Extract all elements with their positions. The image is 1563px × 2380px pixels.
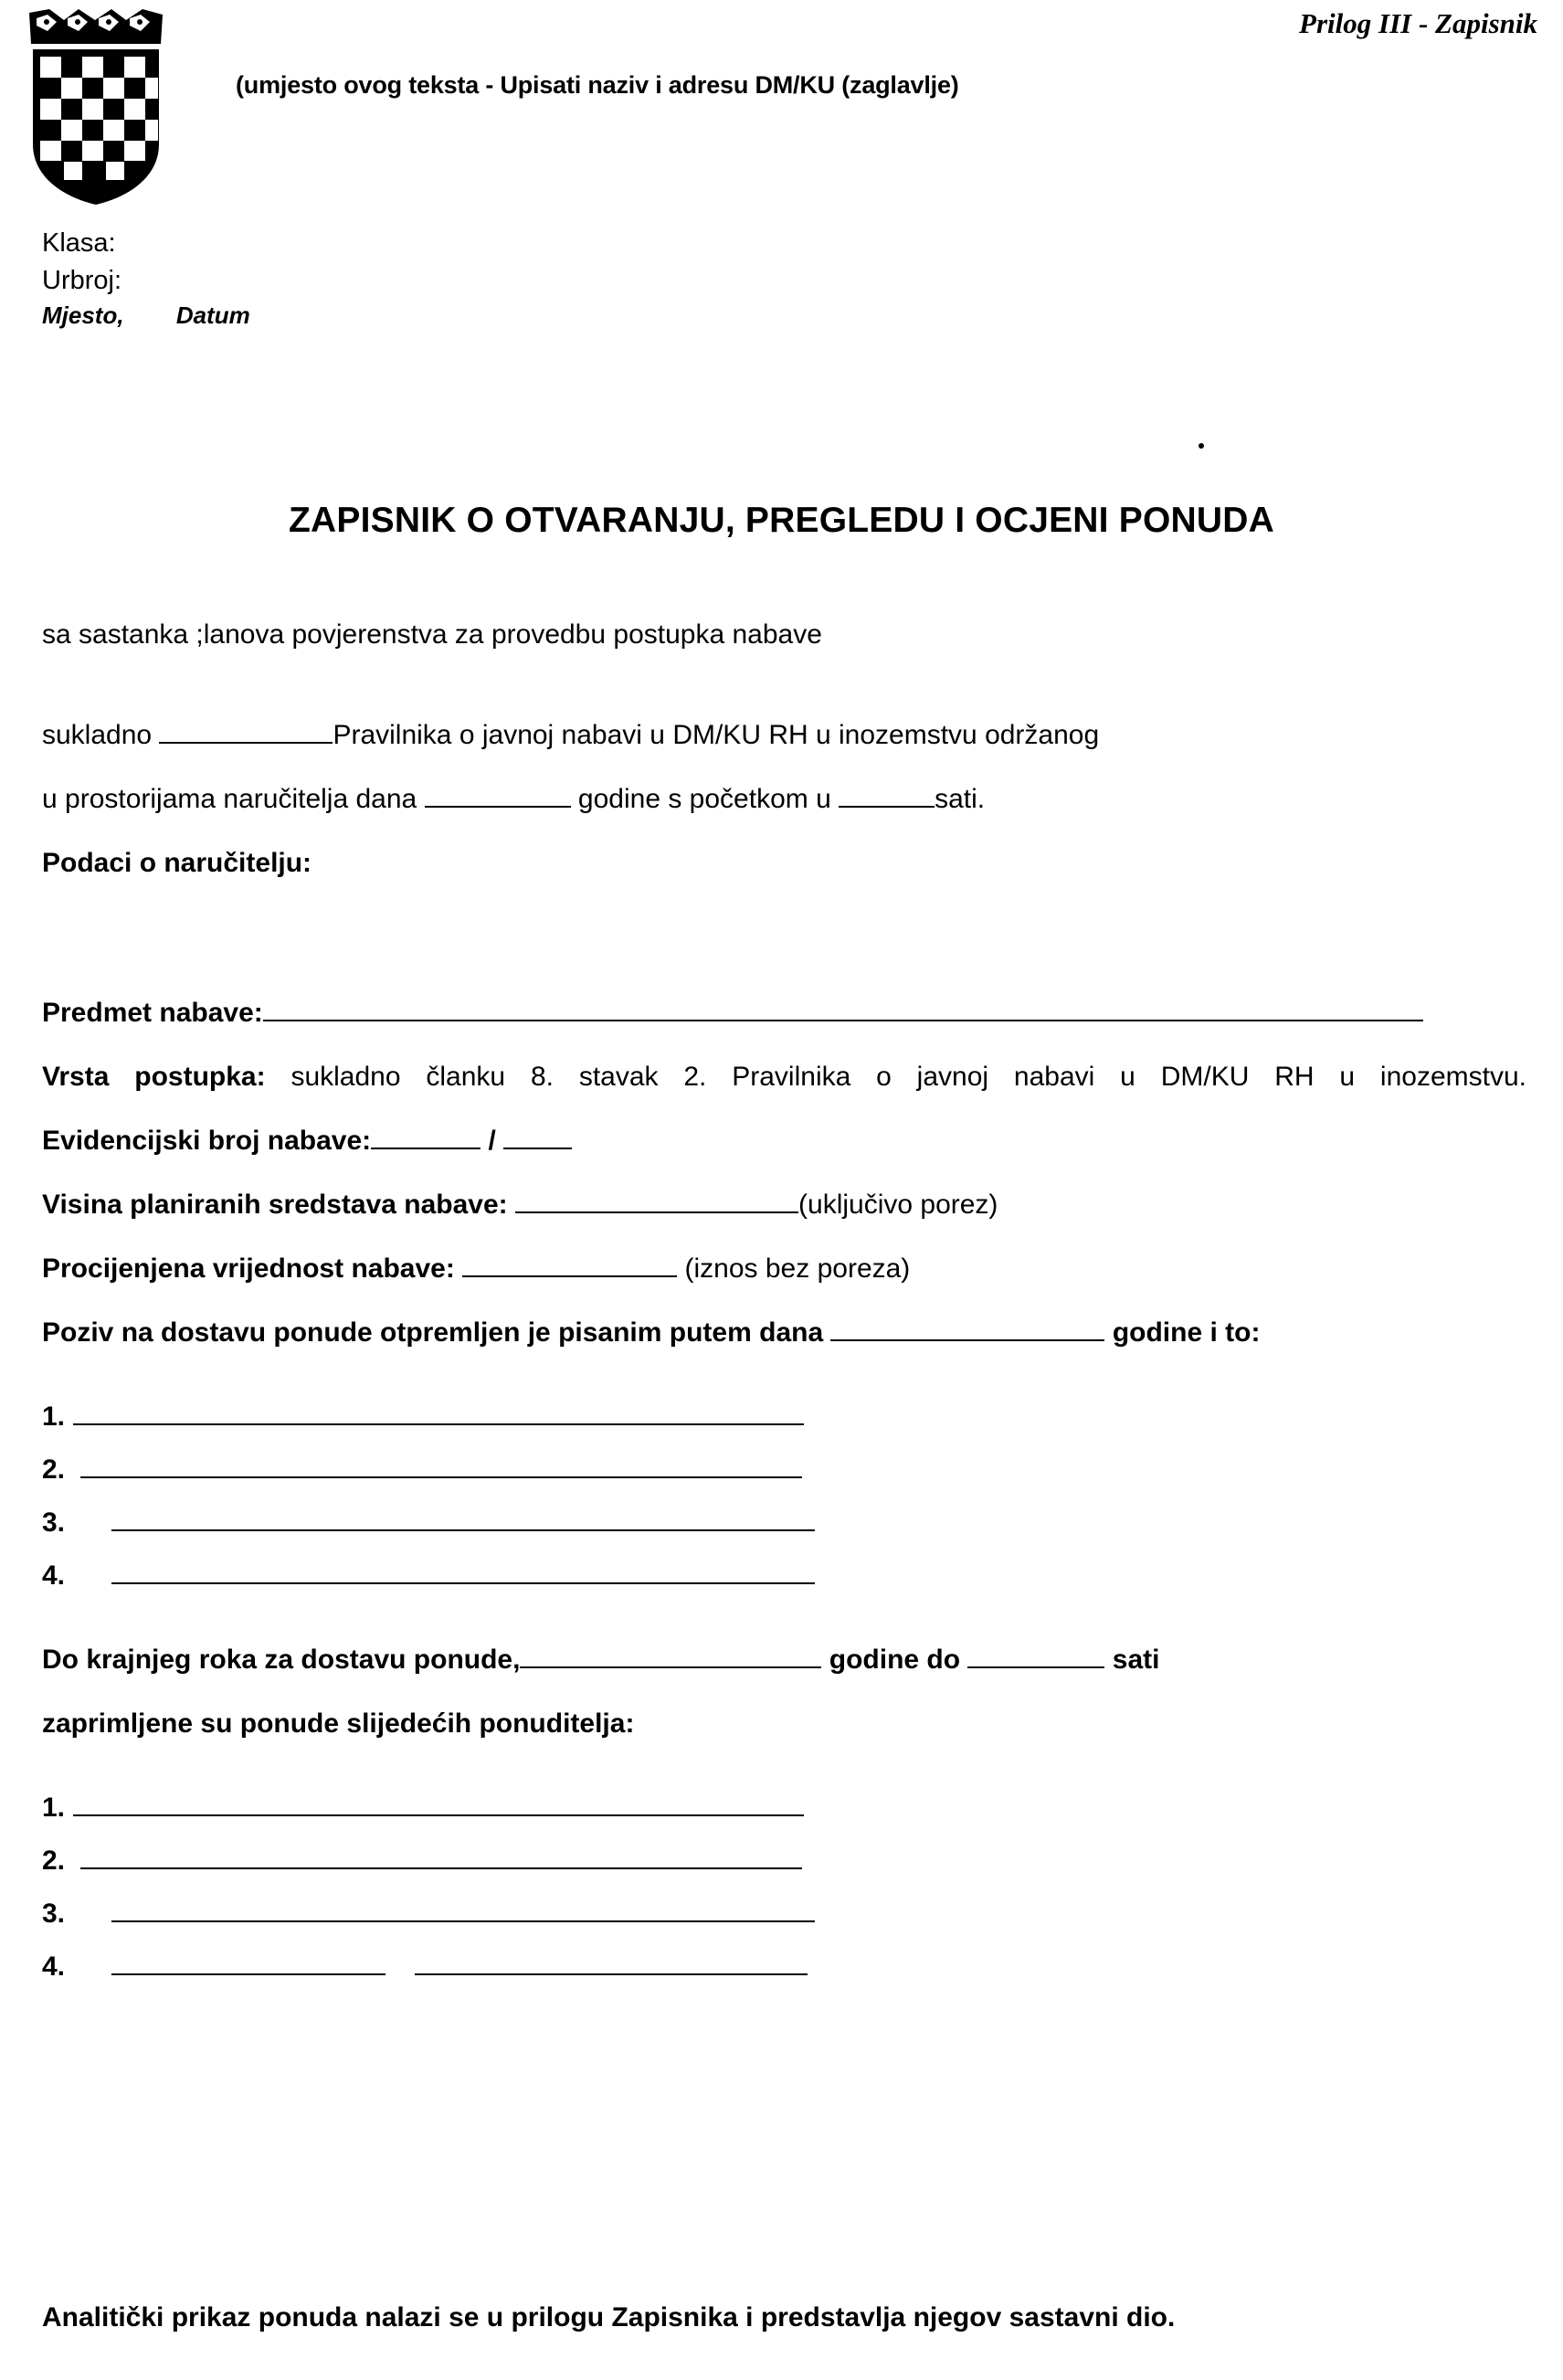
procijenjena-vrijednost-label: Procijenjena vrijednost nabave: [42,1253,455,1284]
list-index: 2. [42,1846,66,1876]
predmet-nabave-label: Predmet nabave: [42,998,263,1028]
vrsta-postupka-value: sukladno članku 8. stavak 2. Pravilnika o javnoj nabavi u DM/KU RH u inozemstvu. [290,1062,1526,1092]
pravilnik-blank[interactable] [159,722,333,744]
list-item [42,1550,1526,1603]
poziv-datum-blank[interactable] [830,1319,1104,1341]
list-index: 4. [42,1952,66,1982]
intro-line: sa sastanka ;lanova povjerenstva za provedbu postupka nabave [42,619,822,650]
visina-planiranih-label: Visina planiranih sredstava nabave: [42,1190,508,1220]
evidencijski-broj-blank-2[interactable] [503,1127,572,1149]
rok-za-dostavu-row [42,1639,1526,1681]
rok-za-dostavu-label: Do krajnjeg roka za dostavu ponude, [42,1645,521,1675]
vrsta-postupka-label: Vrsta postupka: [42,1062,266,1092]
list-item [42,1391,1526,1444]
evidencijski-broj-row [42,1120,1526,1162]
list-index: 2. [42,1454,66,1485]
sat-blank[interactable] [839,786,935,808]
predmet-nabave-blank[interactable] [263,1000,1423,1021]
list-item [42,1941,1526,1994]
document-header [0,0,1563,329]
list-item [42,1782,1526,1835]
list-index: 3. [42,1899,66,1929]
paragraph-line-2 [42,778,1526,820]
mjesto-datum-label [42,301,250,330]
header-instruction-note: (umjesto ovog teksta - Upisati naziv i adresu DM/KU (zaglavlje) [236,71,959,99]
list-index: 4. [42,1560,66,1591]
ponuditelj-line-blank-3[interactable] [111,1902,815,1922]
pravilnik-text: Pravilnika o javnoj nabavi u DM/KU RH u inozemstvu održanog [333,720,1100,750]
visina-planiranih-suffix: (uključivo porez) [798,1190,998,1220]
procijenjena-vrijednost-blank[interactable] [462,1255,677,1277]
datum-sastanka-blank[interactable] [425,786,571,808]
ponuditelj-line-blank-2[interactable] [80,1849,802,1869]
list-item [42,1835,1526,1888]
attachment-label: Prilog III - Zapisnik [1299,7,1537,39]
evidencijski-broj-blank-1[interactable] [371,1127,481,1149]
rok-sati-blank[interactable] [967,1646,1104,1668]
ponuditelj-line-blank-4b[interactable] [415,1955,808,1975]
evidencijski-separator: / [488,1126,496,1156]
datum-label: Datum [175,301,250,329]
vrsta-postupka-row [42,1056,1526,1098]
prostorije-label: u prostorijama naručitelja dana [42,784,417,814]
sati-label: sati. [935,784,986,814]
sukladno-label: sukladno [42,720,153,750]
list-item [42,1888,1526,1941]
zaprimljene-ponude-label: zaprimljene su ponude slijedećih ponuditelja: [42,1708,635,1739]
poziv-line-blank-3[interactable] [111,1511,815,1531]
podaci-o-narucitelju-label: Podaci o naručitelju: [42,848,312,878]
document-body [42,614,1526,1994]
procijenjena-vrijednost-row [42,1248,1526,1290]
poziv-line-blank-2[interactable] [80,1458,802,1478]
poziv-line-blank-1[interactable] [73,1405,804,1425]
mjesto-label: Mjesto, [42,301,124,329]
paragraph-line-1 [42,714,1526,756]
godine-pocetkom-label: godine s početkom u [577,784,831,814]
poziv-godine-label: godine i to: [1112,1317,1261,1348]
rok-godine-label: godine do [829,1645,961,1675]
list-item [42,1497,1526,1550]
klasa-label: Klasa: [42,228,116,258]
poziv-na-dostavu-row [42,1312,1526,1354]
visina-planiranih-blank[interactable] [515,1191,798,1213]
poziv-na-dostavu-label: Poziv na dostavu ponude otpremljen je pisanim putem dana [42,1317,824,1348]
poziv-line-blank-4[interactable] [111,1564,815,1584]
visina-planiranih-row [42,1184,1526,1226]
procijenjena-vrijednost-suffix: (iznos bez poreza) [684,1253,911,1284]
list-index: 3. [42,1507,66,1538]
predmet-nabave-row [42,992,1526,1034]
list-index: 1. [42,1793,66,1823]
rok-sati-label: sati [1112,1645,1160,1675]
analiticki-prikaz-note: Analitički prikaz ponuda nalazi se u prilogu Zapisnika i predstavlja njegov sastavni dio. [42,2302,1176,2332]
list-index: 1. [42,1402,66,1432]
stray-mark [1199,443,1204,449]
ponuditelj-line-blank-4a[interactable] [111,1955,385,1975]
ponuditelj-line-blank-1[interactable] [73,1796,804,1816]
urbroj-label: Urbroj: [42,266,122,295]
evidencijski-broj-label: Evidencijski broj nabave: [42,1126,372,1156]
rok-datum-blank[interactable] [520,1646,821,1668]
list-item [42,1444,1526,1497]
page-title: ZAPISNIK O OTVARANJU, PREGLEDU I OCJENI PONUDA [289,501,1274,540]
croatian-coat-of-arms-icon [27,7,164,208]
